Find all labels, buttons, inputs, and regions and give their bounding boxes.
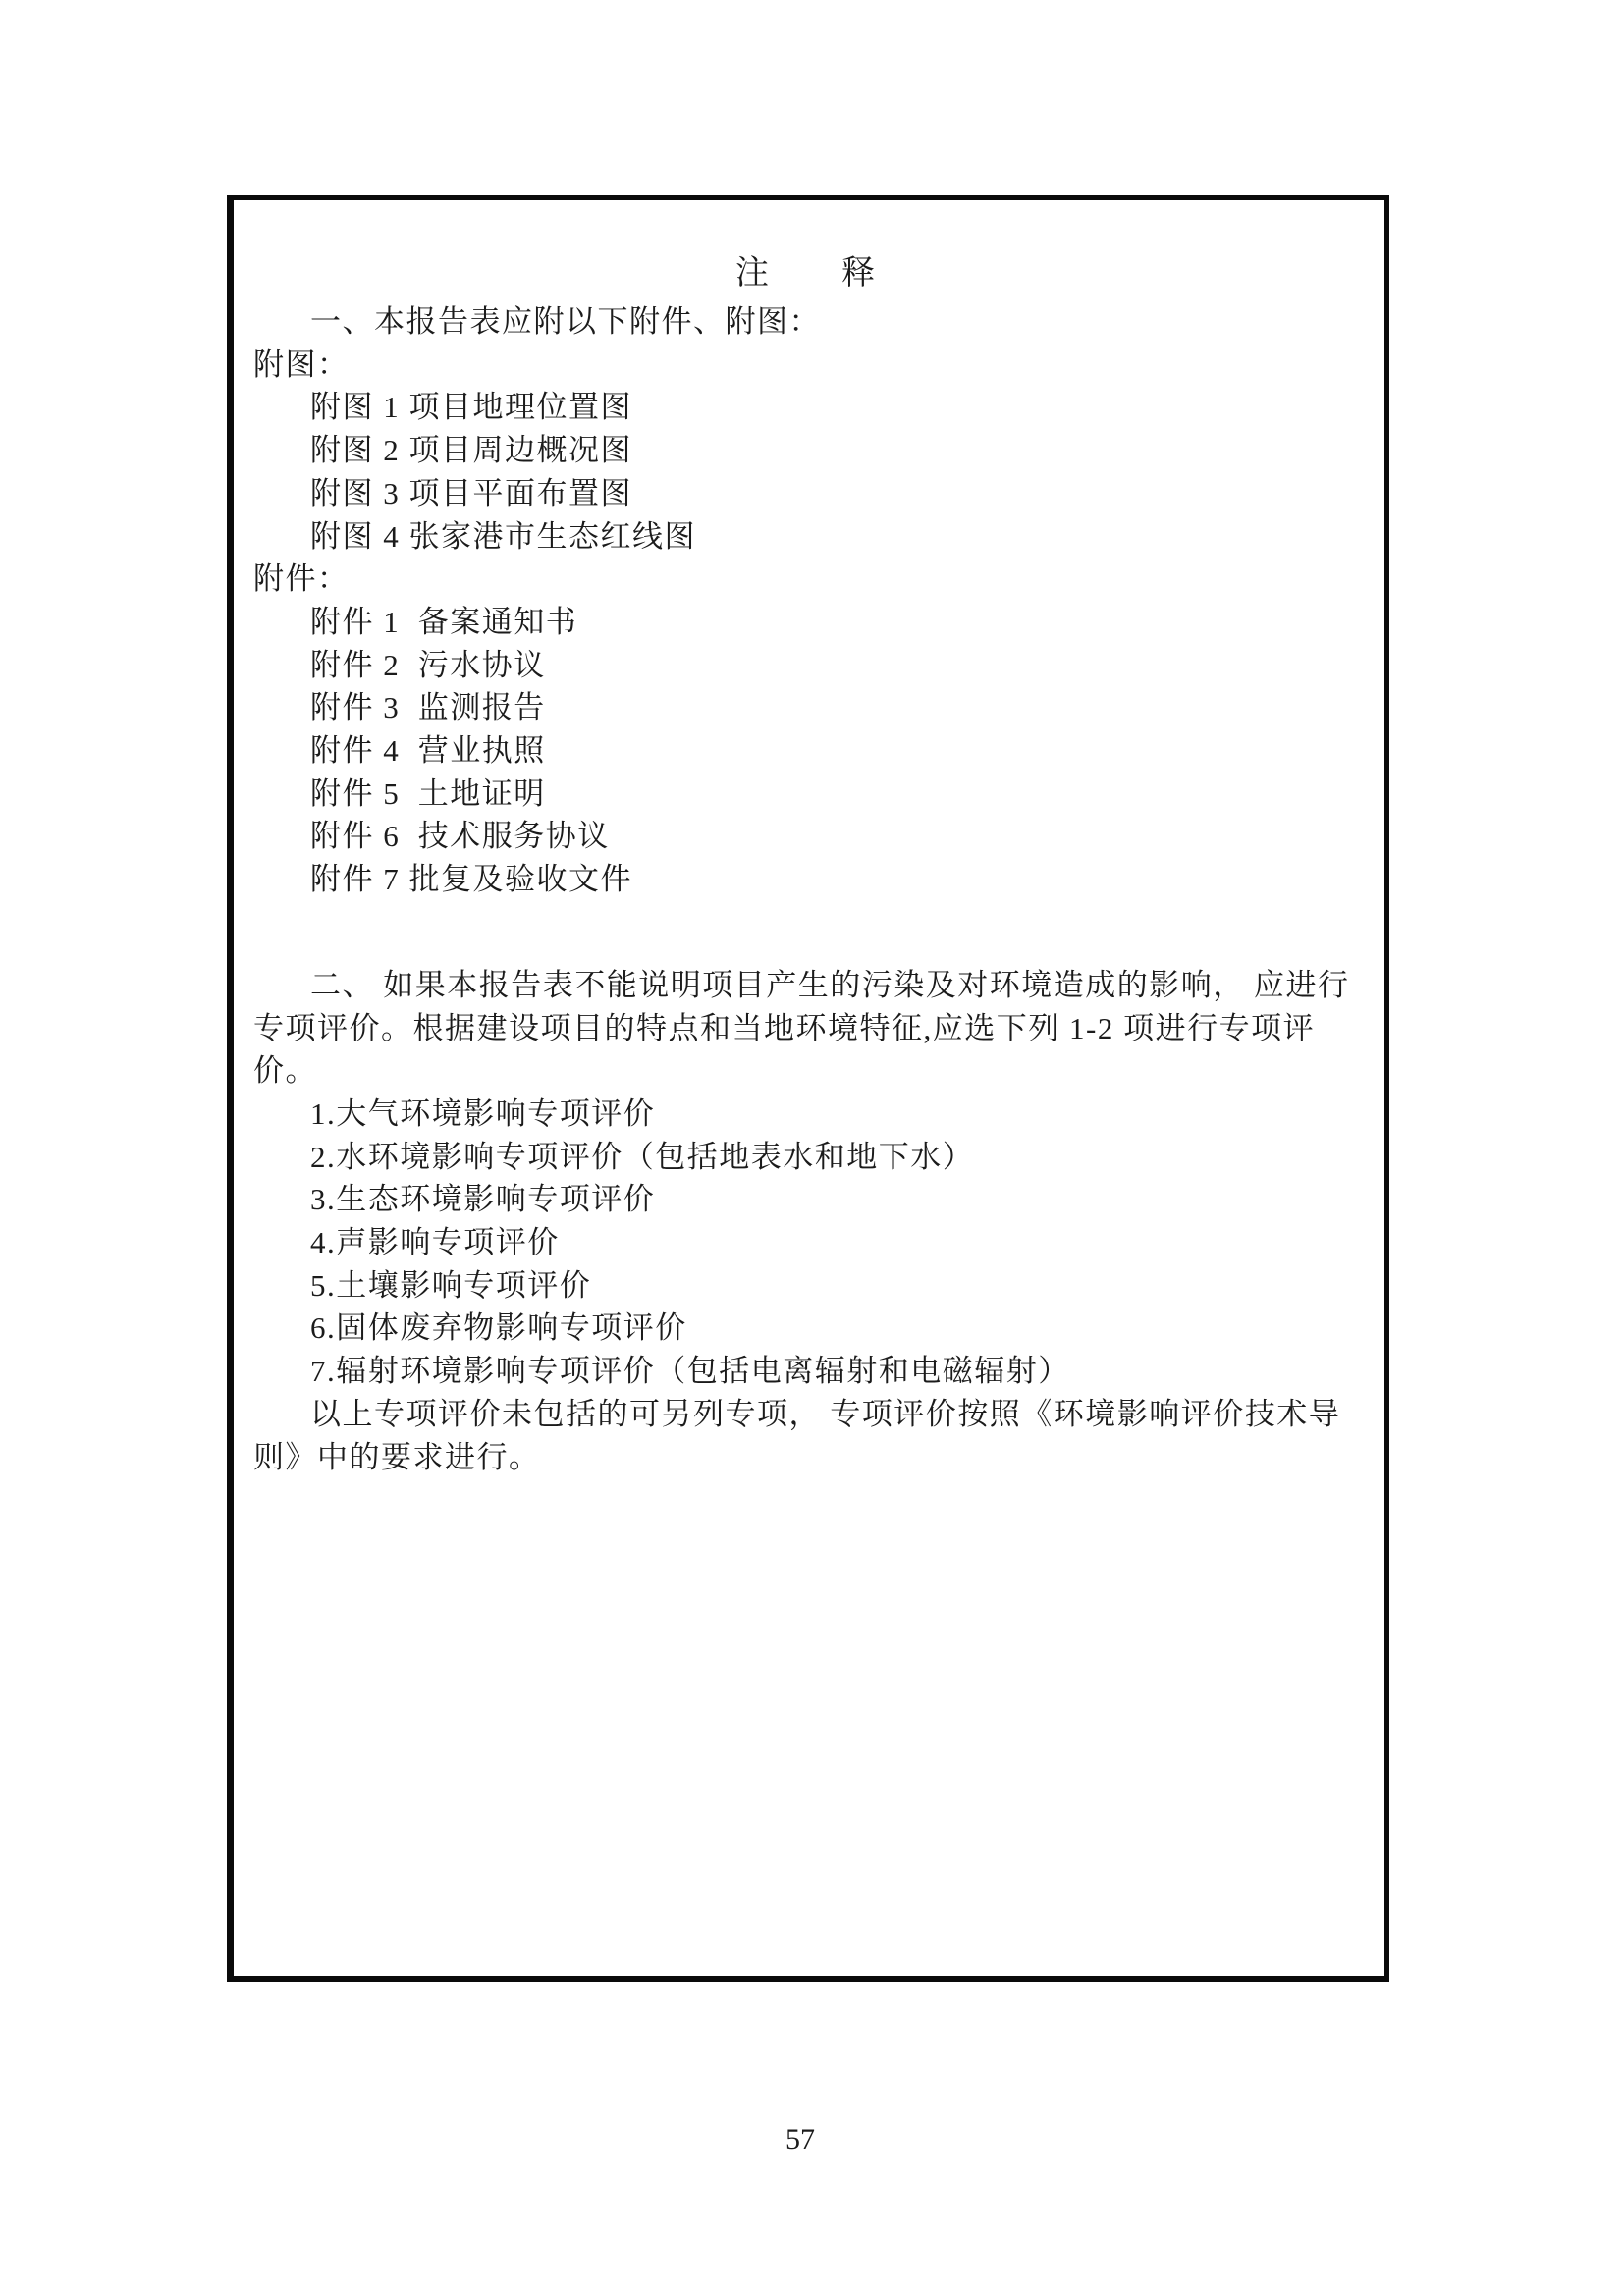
note-line <box>253 858 1359 901</box>
note-line <box>253 1307 1359 1350</box>
note-line-text: 4.声影响专项评价 <box>310 1225 560 1260</box>
note-line-text: 以上专项评价未包括的可另列专项， 专项评价按照《环境影响评价技术导 <box>310 1396 1341 1431</box>
note-line-text: 附件 2 污水协议 <box>310 647 546 682</box>
note-line-text: 5.土壤影响专项评价 <box>310 1267 592 1303</box>
note-line <box>253 729 1359 773</box>
note-line <box>253 1350 1359 1393</box>
note-line-text: 3.生态环境影响专项评价 <box>310 1182 656 1217</box>
note-line-text: 附件 6 技术服务协议 <box>310 819 610 854</box>
note-line <box>253 515 1359 559</box>
note-line-text: 6.固体废弃物影响专项评价 <box>310 1310 687 1346</box>
note-title: 注 释 <box>735 255 877 292</box>
note-line <box>253 558 1359 601</box>
note-line-text: 专项评价。根据建设项目的特点和当地环境特征,应选下列 1-2 项进行专项评价。 <box>253 1010 1316 1089</box>
note-line <box>253 429 1359 472</box>
note-line-text: 附图： <box>253 347 350 382</box>
note-line-text: 1.大气环境影响专项评价 <box>310 1095 656 1131</box>
note-line <box>253 1136 1359 1179</box>
note-line <box>253 472 1359 515</box>
note-line-text: 则》中的要求进行。 <box>253 1439 541 1474</box>
note-line-text: 7.辐射环境影响专项评价（包括电离辐射和电磁辐射） <box>310 1354 1070 1389</box>
note-line-text: 附件 4 营业执照 <box>310 733 546 769</box>
note-line-text: 附图 1 项目地理位置图 <box>310 390 632 425</box>
note-line <box>253 1007 1359 1093</box>
page-number: 57 <box>785 2123 815 2156</box>
note-line <box>253 686 1359 729</box>
note-line-text: 二、 如果本报告表不能说明项目产生的污染及对环境造成的影响， 应进行 <box>310 967 1350 1002</box>
note-line-text: 附件： <box>253 561 350 597</box>
note-line-text: 附件 5 土地证明 <box>310 775 546 811</box>
note-line <box>253 773 1359 816</box>
note-line <box>253 1264 1359 1308</box>
note-line <box>253 344 1359 387</box>
note-line <box>253 644 1359 687</box>
note-line <box>253 601 1359 644</box>
note-line-text: 附件 7 批复及验收文件 <box>310 862 632 897</box>
note-line-text: 一、本报告表应附以下附件、附图： <box>310 304 821 339</box>
note-line-text: 附图 4 张家港市生态红线图 <box>310 518 696 554</box>
note-line <box>253 1221 1359 1264</box>
note-body <box>253 300 1359 1478</box>
note-line <box>253 1093 1359 1136</box>
note-line-text: 附件 1 备案通知书 <box>310 604 578 639</box>
note-line <box>253 1436 1359 1479</box>
note-line-text: 附图 2 项目周边概况图 <box>310 433 632 468</box>
note-line-text: 附图 3 项目平面布置图 <box>310 475 632 510</box>
note-line <box>253 815 1359 858</box>
note-frame <box>227 195 1389 1982</box>
note-line <box>253 1178 1359 1221</box>
note-line <box>253 1393 1359 1436</box>
note-line <box>253 300 1359 344</box>
note-line <box>253 964 1359 1007</box>
note-line-text: 2.水环境影响专项评价（包括地表水和地下水） <box>310 1139 975 1174</box>
note-line <box>253 386 1359 429</box>
note-line-text: 附件 3 监测报告 <box>310 690 546 725</box>
